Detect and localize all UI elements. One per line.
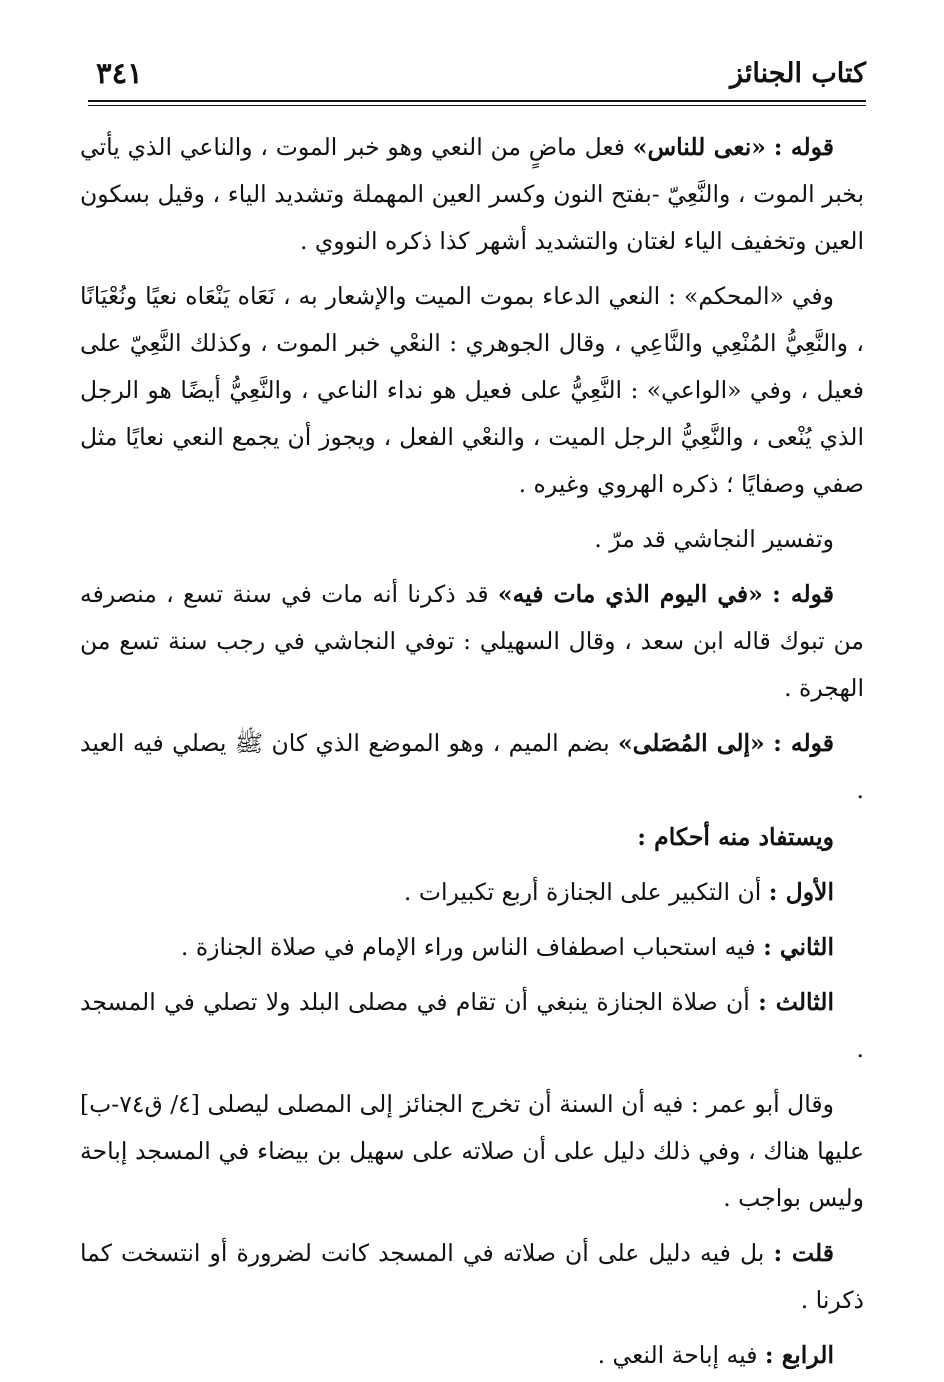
header-rule-thin (88, 105, 866, 106)
paragraph-al-muhkam (80, 273, 864, 508)
paragraph-text: وقال أبو عمر : فيه أن السنة أن تخرج الجنائز إلى المصلى ليصلى [٤/ ق٧٤-ب] عليها هناك ، وفي ذلك دليل على أن صلاته على سهيل بن بيضاء في المسجد إباحة وليس بواجب . (80, 1090, 864, 1212)
paragraph-al-musalla (80, 720, 864, 814)
paragraph-lead: قوله : (773, 729, 834, 757)
paragraph-text: وفي «المحكم» : النعي الدعاء بموت الميت والإشعار به ، نَعَاه يَنْعَاه نعيًا ونُعْيَانًا ، والنَّعِيُّ المُنْعِي والنَّاعِي ، وقال الجوهري : النعْي خبر الموت ، وكذلك النَّعِيّ على فعيل ، وفي «الواعي» : النَّعِيُّ على فعيل هو نداء الناعي ، والنَّعِيُّ أيضًا هو الرجل الذي يُنْعى ، والنَّعِيُّ الرجل الميت ، والنعْي الفعل ، ويجوز أن يجمع النعي نعايًا مثل صفي وصفايًا ؛ ذكره الهروي وغيره . (80, 282, 864, 498)
paragraph-text: وتفسير النجاشي قد مرّ . (594, 525, 834, 553)
ruling-lead: الثاني : (763, 933, 834, 961)
paragraph-najashi (80, 516, 864, 563)
ruling-text: فيه إباحة النعي . (597, 1341, 765, 1369)
paragraph-qultu (80, 1230, 864, 1324)
ruling-text: أن التكبير على الجنازة أربع تكبيرات . (403, 878, 769, 906)
page-number: ٣٤١ (96, 56, 143, 90)
paragraph-nai-lil-nas (80, 124, 864, 265)
quoted-phrase: «في اليوم الذي مات فيه» (497, 580, 763, 608)
page-header (88, 50, 866, 100)
paragraph-lead: قلت : (773, 1239, 834, 1267)
quoted-phrase: «إلى المُصَلى» (617, 729, 765, 757)
paragraph-text: بل فيه دليل على أن صلاته في المسجد كانت لضرورة أو انتسخت كما ذكرنا . (80, 1239, 864, 1314)
quoted-phrase: «نعى للناس» (632, 133, 766, 161)
paragraph-text: بضم الميم ، وهو الموضع الذي كان ﷺ يصلي فيه العيد . (80, 729, 864, 804)
ruling-text: أن صلاة الجنازة ينبغي أن تقام في مصلى البلد ولا تصلي في المسجد . (80, 988, 864, 1063)
paragraph-day-of-death (80, 571, 864, 712)
paragraph-abu-umar (80, 1081, 864, 1222)
paragraph-text: فعل ماضٍ من النعي وهو خبر الموت ، والناعي الذي يأتي بخبر الموت ، والنَّعِيّ -بفتح النون وكسر العين المهملة وتشديد الياء ، وقيل بسكون العين وتخفيف الياء لغتان والتشديد أشهر كذا ذكره النووي . (80, 133, 864, 255)
ruling-fourth (80, 1332, 864, 1379)
ruling-first (80, 869, 864, 916)
paragraph-lead: قوله : (772, 580, 834, 608)
page-body (80, 124, 864, 1379)
ruling-lead: الثالث : (758, 988, 834, 1016)
paragraph-lead: قوله : (773, 133, 834, 161)
chapter-title: كتاب الجنائز (730, 58, 866, 89)
section-heading: ويستفاد منه أحكام : (637, 823, 834, 851)
ruling-lead: الرابع : (764, 1341, 834, 1369)
ruling-lead: الأول : (768, 878, 834, 906)
ruling-third (80, 979, 864, 1073)
header-rule-thick (88, 100, 866, 102)
ruling-second (80, 924, 864, 971)
paragraph-text: قد ذكرنا أنه مات في سنة تسع ، منصرفه من تبوك قاله ابن سعد ، وقال السهيلي : توفي النجاشي في رجب سنة تسع من الهجرة . (80, 580, 864, 702)
ruling-text: فيه استحباب اصطفاف الناس وراء الإمام في صلاة الجنازة . (180, 933, 764, 961)
